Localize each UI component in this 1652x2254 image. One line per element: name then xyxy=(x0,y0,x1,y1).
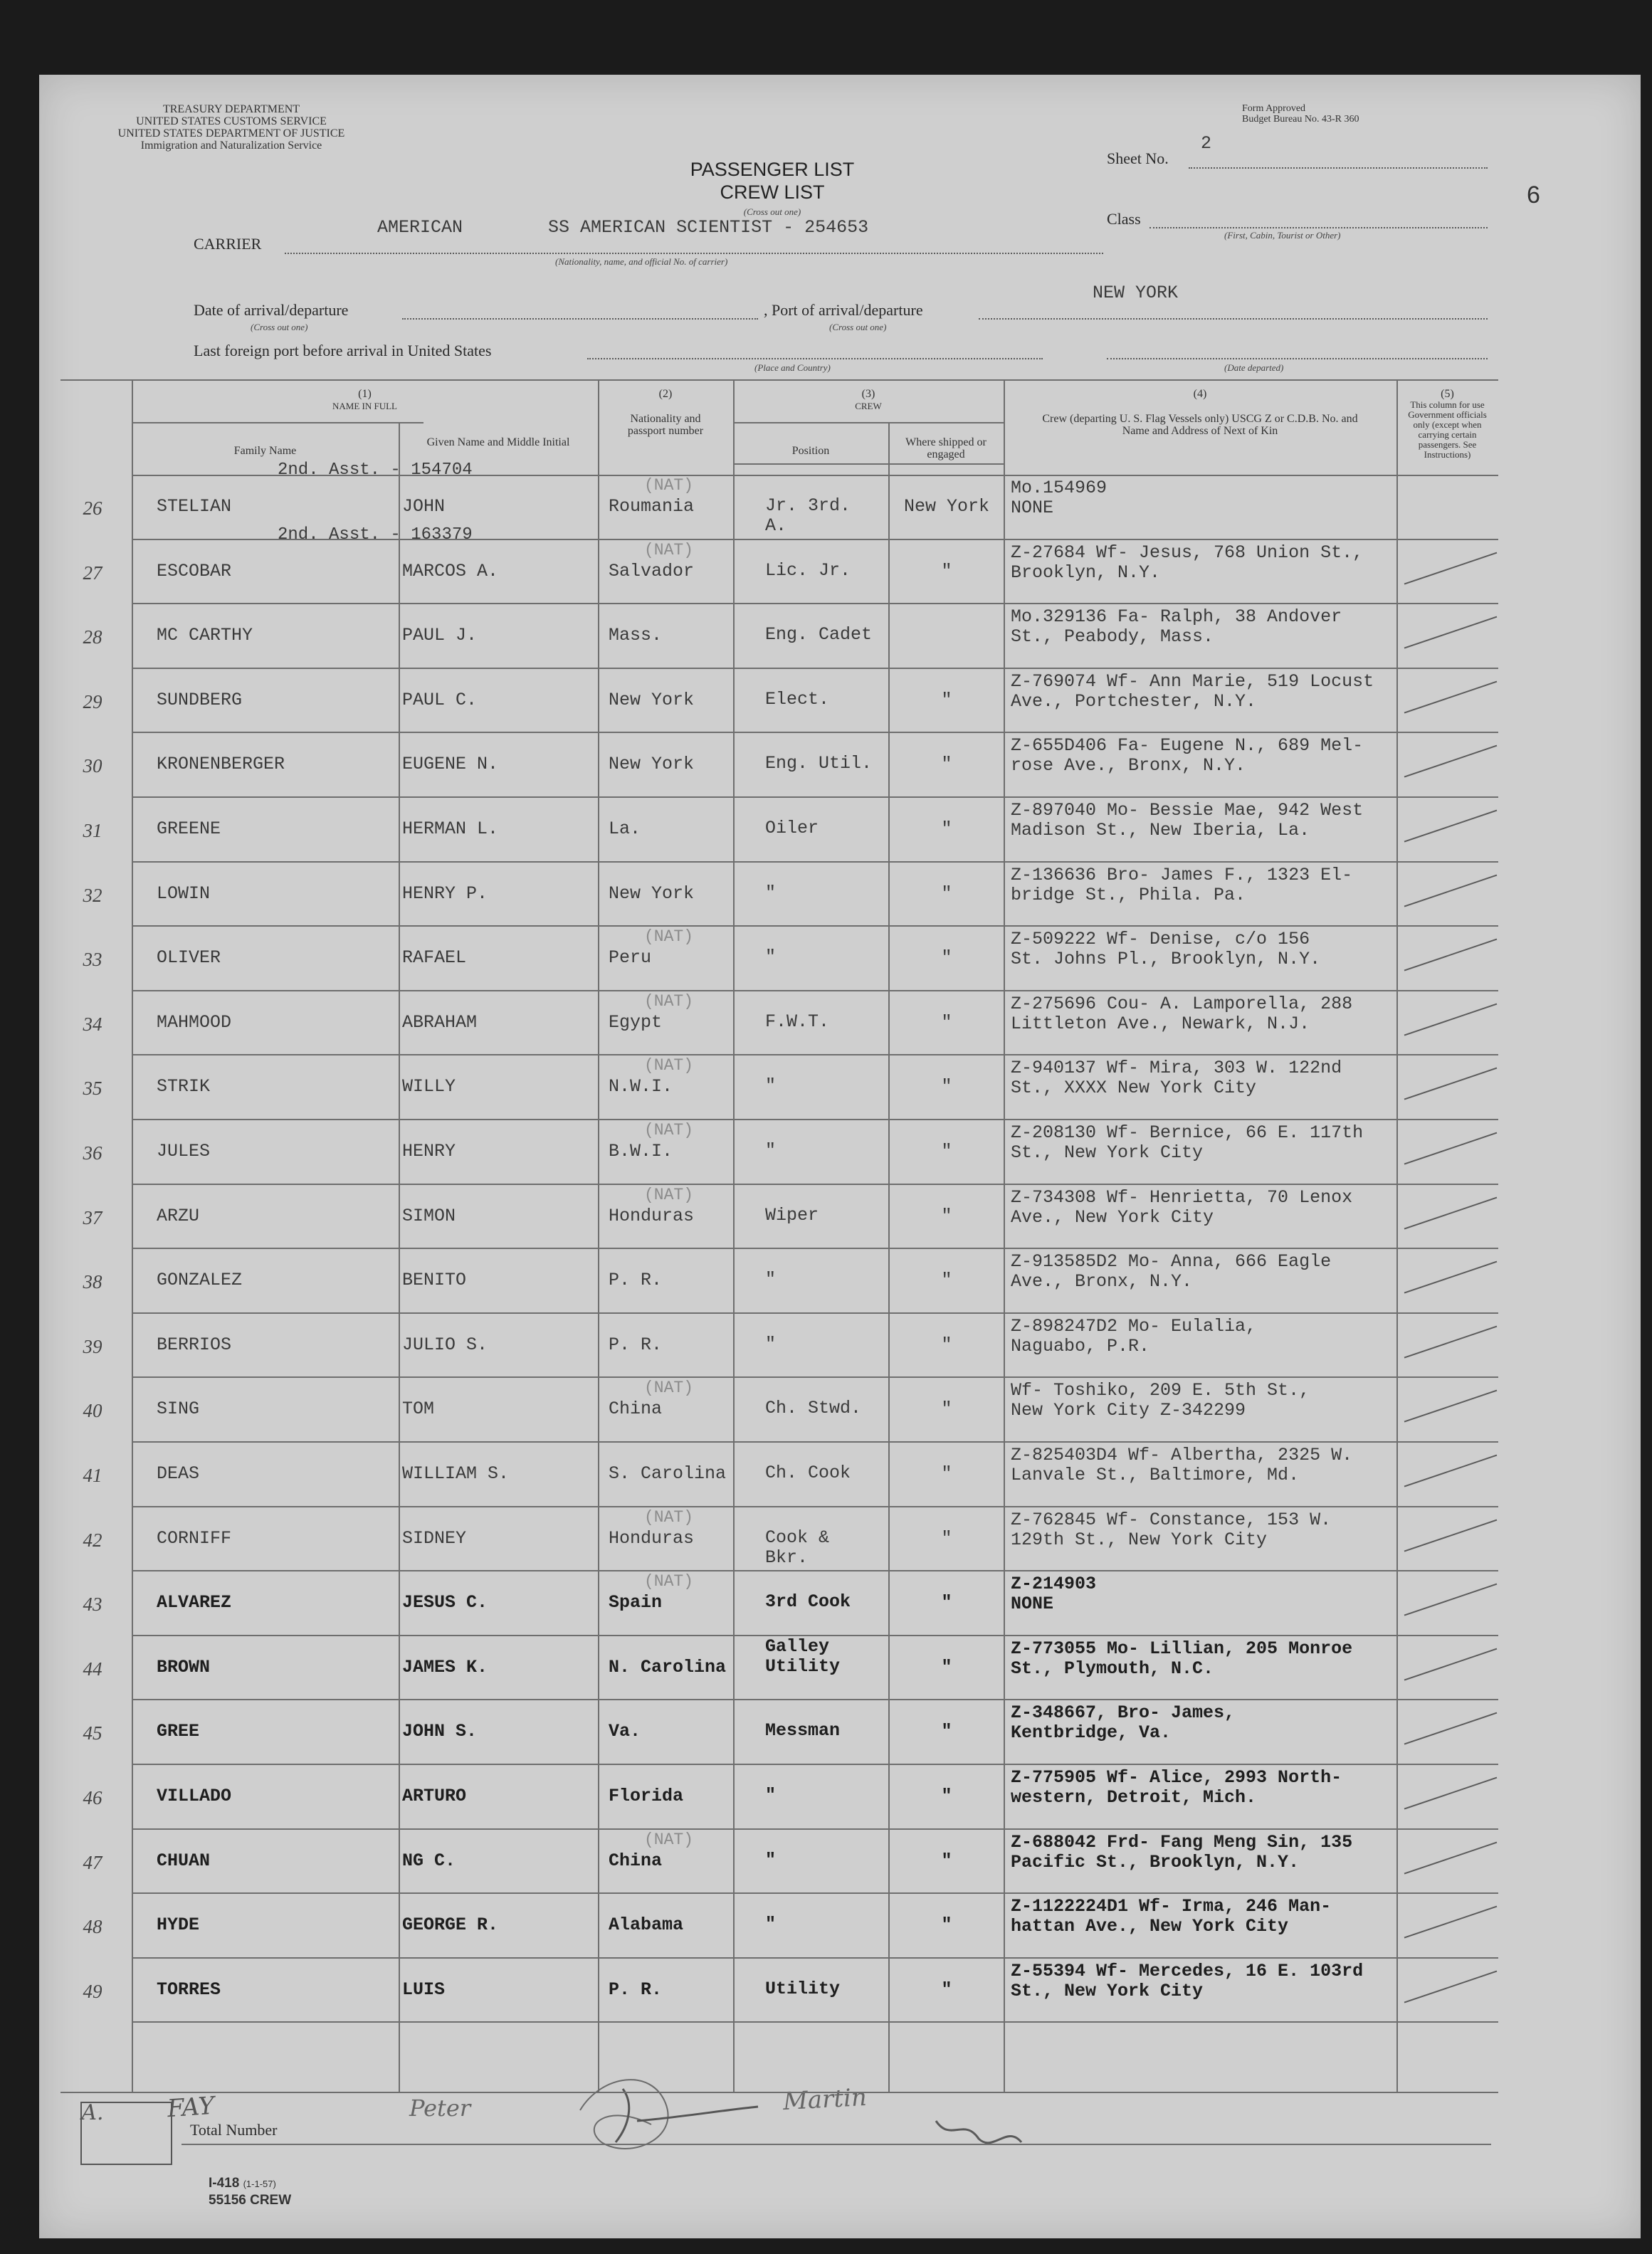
position: " xyxy=(765,1333,777,1354)
where-engaged: " xyxy=(941,1656,952,1678)
given-name: JESUS C. xyxy=(402,1592,488,1613)
crew-list-sheet xyxy=(39,75,1641,2238)
given-name: LUIS xyxy=(402,1979,446,2000)
port-value: NEW YORK xyxy=(1093,283,1179,303)
kin-line-2: NONE xyxy=(1011,497,1054,518)
form-number xyxy=(209,2176,276,2191)
nationality: Florida xyxy=(609,1786,684,1806)
carrier-hint: (Nationality, name, and official No. of carrier) xyxy=(555,256,728,267)
kin-line-2: 129th St., New York City xyxy=(1011,1529,1268,1550)
nationality: Salvador xyxy=(609,560,695,581)
form-date: (1-1-57) xyxy=(243,2179,276,2189)
row-number: 27 xyxy=(83,562,102,584)
where-engaged: " xyxy=(941,1076,952,1097)
family-name: DEAS xyxy=(157,1463,200,1484)
signature-stroke-1 xyxy=(616,2089,758,2142)
naturalized-note: (NAT) xyxy=(644,1830,694,1849)
nationality: Mass. xyxy=(609,625,663,646)
family-name: CHUAN xyxy=(157,1850,211,1871)
row-number: 35 xyxy=(83,1078,102,1100)
kin-line-1: Wf- Toshiko, 209 E. 5th St., xyxy=(1011,1380,1310,1401)
position: 3rd Cook xyxy=(765,1591,851,1613)
agency-line-2: UNITED STATES CUSTOMS SERVICE xyxy=(136,115,327,127)
given-name: GEORGE R. xyxy=(402,1915,499,1936)
kin-line-2: rose Ave., Bronx, N.Y. xyxy=(1011,755,1246,776)
total-number-label: Total Number xyxy=(190,2121,278,2139)
nationality: Honduras xyxy=(609,1527,695,1549)
given-name: NG C. xyxy=(402,1850,456,1871)
agency-line-3: UNITED STATES DEPARTMENT OF JUSTICE xyxy=(117,127,345,139)
nationality: Roumania xyxy=(609,496,695,517)
row-number: 44 xyxy=(83,1658,102,1680)
col5-title: This column for use Government officials only (except when carrying certain passengers. See Instructions) xyxy=(1408,399,1487,460)
kin-line-2: St., New York City xyxy=(1011,1142,1204,1163)
family-name: STELIAN xyxy=(157,496,232,517)
row-number: 46 xyxy=(83,1787,102,1808)
license-note: 2nd. Asst. - 154704 xyxy=(278,460,473,480)
row-number: 45 xyxy=(83,1722,102,1744)
given-name: TOM xyxy=(402,1399,435,1420)
kin-line-2: St. Johns Pl., Brooklyn, N.Y. xyxy=(1011,949,1321,970)
kin-line-1: Z-208130 Wf- Bernice, 66 E. 117th xyxy=(1011,1122,1364,1143)
row-a-family-handwritten: FAY xyxy=(166,2091,216,2124)
family-name: KRONENBERGER xyxy=(157,754,285,775)
family-name: GONZALEZ xyxy=(157,1270,243,1291)
nationality: La. xyxy=(609,818,641,839)
col3-title: CREW xyxy=(855,401,882,411)
crew-list-title: CREW LIST xyxy=(720,181,825,203)
naturalized-note: (NAT) xyxy=(644,1121,694,1139)
kin-line-1: Z-897040 Mo- Bessie Mae, 942 West xyxy=(1011,800,1364,821)
position: Wiper xyxy=(765,1204,819,1226)
naturalized-note: (NAT) xyxy=(644,540,694,559)
where-engaged: " xyxy=(941,1205,952,1226)
where-engaged: " xyxy=(941,1915,952,1936)
nationality: China xyxy=(609,1399,663,1420)
row-number: 34 xyxy=(83,1013,102,1035)
given-name: MARCOS A. xyxy=(402,560,499,581)
kin-line-1: Z-913585D2 Mo- Anna, 666 Eagle xyxy=(1011,1251,1332,1273)
nationality: New York xyxy=(609,883,695,904)
where-engaged: " xyxy=(941,1334,952,1355)
col5-num: (5) xyxy=(1441,388,1454,400)
naturalized-note: (NAT) xyxy=(644,1572,694,1591)
family-name: MC CARTHY xyxy=(157,625,253,646)
row-number: 39 xyxy=(83,1335,102,1357)
nationality: Va. xyxy=(609,1721,641,1742)
col1a-header: Family Name xyxy=(233,445,297,457)
last-port-label: Last foreign port before arrival in United States xyxy=(194,342,492,359)
position: Galley Utility xyxy=(765,1636,841,1677)
naturalized-note: (NAT) xyxy=(644,927,694,947)
agency-line-4: Immigration and Naturalization Service xyxy=(140,139,322,152)
where-engaged: " xyxy=(941,1721,952,1742)
class-hint: (First, Cabin, Tourist or Other) xyxy=(1224,230,1341,241)
position: Eng. Util. xyxy=(765,753,873,774)
where-engaged: " xyxy=(941,1399,952,1420)
kin-line-2: New York City Z-342299 xyxy=(1011,1400,1246,1421)
family-name: ESCOBAR xyxy=(157,560,232,581)
row-number: 43 xyxy=(83,1594,102,1616)
family-name: BROWN xyxy=(157,1656,211,1678)
nationality: Honduras xyxy=(609,1205,695,1226)
crew-table xyxy=(39,75,1641,2238)
given-name: ARTURO xyxy=(402,1786,467,1806)
kin-line-1: Z-1122224D1 Wf- Irma, 246 Man- xyxy=(1011,1896,1332,1917)
position: " xyxy=(765,1914,777,1935)
kin-line-2: NONE xyxy=(1011,1594,1054,1615)
date-departed-hint: (Date departed) xyxy=(1224,362,1284,373)
position: Ch. Stwd. xyxy=(765,1398,862,1419)
position: Oiler xyxy=(765,818,819,838)
position: Cook & Bkr. xyxy=(765,1527,830,1568)
agency-line-1: TREASURY DEPARTMENT xyxy=(162,103,300,115)
nationality: Peru xyxy=(609,947,652,969)
naturalized-note: (NAT) xyxy=(644,1185,694,1204)
position: " xyxy=(765,882,777,903)
where-engaged: " xyxy=(941,1011,952,1033)
kin-line-2: St., Peabody, Mass. xyxy=(1011,626,1214,648)
given-name: SIMON xyxy=(402,1205,456,1226)
kin-line-2: Brooklyn, N.Y. xyxy=(1011,562,1161,583)
kin-line-2: Littleton Ave., Newark, N.J. xyxy=(1011,1013,1310,1034)
position: " xyxy=(765,1849,777,1870)
nationality: P. R. xyxy=(609,1334,663,1355)
kin-line-2: St., New York City xyxy=(1011,1980,1204,2001)
kin-line-1: Z-136636 Bro- James F., 1323 El- xyxy=(1011,864,1353,885)
form-code: 55156 CREW xyxy=(209,2193,292,2208)
kin-line-2: Ave., Bronx, N.Y. xyxy=(1011,1271,1193,1292)
nationality: S. Carolina xyxy=(609,1463,727,1484)
kin-line-2: Lanvale St., Baltimore, Md. xyxy=(1011,1465,1300,1485)
signature-stroke-2 xyxy=(936,2121,1021,2143)
row-number: 32 xyxy=(83,884,102,906)
naturalized-note: (NAT) xyxy=(644,1379,694,1398)
given-name: JULIO S. xyxy=(402,1334,488,1355)
row-number: 33 xyxy=(83,949,102,971)
nationality: B.W.I. xyxy=(609,1141,673,1162)
position: " xyxy=(765,1269,777,1290)
family-name: ARZU xyxy=(157,1205,200,1226)
naturalized-note: (NAT) xyxy=(644,476,694,495)
row-number: 41 xyxy=(83,1465,102,1486)
given-name: RAFAEL xyxy=(402,947,467,969)
nationality: China xyxy=(609,1850,663,1871)
given-name: SIDNEY xyxy=(402,1527,467,1549)
where-engaged: " xyxy=(941,1592,952,1613)
license-note: 2nd. Asst. - 163379 xyxy=(278,525,473,544)
carrier-value: AMERICAN SS AMERICAN SCIENTIST - 254653 xyxy=(377,217,869,238)
given-name: JOHN S. xyxy=(402,1721,478,1742)
form-number-value: I-418 xyxy=(209,2176,240,2191)
col2-title: Nationality and passport number xyxy=(627,413,704,437)
row-number: 48 xyxy=(83,1916,102,1938)
family-name: HYDE xyxy=(157,1915,200,1936)
col3-num: (3) xyxy=(861,388,875,400)
date-hint: (Cross out one) xyxy=(251,322,308,332)
kin-line-2: Madison St., New Iberia, La. xyxy=(1011,820,1310,841)
row-number: 40 xyxy=(83,1400,102,1422)
kin-line-1: Z-734308 Wf- Henrietta, 70 Lenox xyxy=(1011,1186,1353,1208)
kin-line-2: St., XXXX New York City xyxy=(1011,1078,1257,1099)
place-hint: (Place and Country) xyxy=(754,362,831,373)
page-mark: 6 xyxy=(1527,181,1540,209)
kin-line-1: Z-773055 Mo- Lillian, 205 Monroe xyxy=(1011,1638,1353,1659)
kin-line-1: Z-509222 Wf- Denise, c/o 156 xyxy=(1011,929,1310,950)
where-engaged: " xyxy=(941,818,952,839)
col1-num: (1) xyxy=(358,388,372,400)
position: " xyxy=(765,1140,777,1161)
position: Elect. xyxy=(765,688,830,710)
given-name: EUGENE N. xyxy=(402,754,499,775)
family-name: SING xyxy=(157,1399,200,1420)
nationality: N. Carolina xyxy=(609,1656,727,1678)
kin-line-1: Z-655D406 Fa- Eugene N., 689 Mel- xyxy=(1011,735,1364,757)
passenger-list-title: PASSENGER LIST xyxy=(690,159,855,180)
given-name: PAUL C. xyxy=(402,689,478,710)
naturalized-note: (NAT) xyxy=(644,991,694,1011)
row-number: 37 xyxy=(83,1206,102,1228)
position: Messman xyxy=(765,1720,841,1742)
date-label: Date of arrival/departure xyxy=(194,301,349,319)
row-number: 49 xyxy=(83,1980,102,2002)
port-label: , Port of arrival/departure xyxy=(764,301,923,319)
given-name: HENRY P. xyxy=(402,883,488,904)
given-name: ABRAHAM xyxy=(402,1011,478,1033)
row-number: 29 xyxy=(83,690,102,712)
where-engaged: " xyxy=(941,1850,952,1871)
where-engaged: " xyxy=(941,947,952,969)
kin-line-2: Kentbridge, Va. xyxy=(1011,1722,1172,1744)
family-name: SUNDBERG xyxy=(157,689,243,710)
nationality: Egypt xyxy=(609,1011,663,1033)
where-engaged: " xyxy=(941,1463,952,1484)
where-engaged: " xyxy=(941,1786,952,1806)
where-engaged: " xyxy=(941,1979,952,2000)
total-number-box xyxy=(80,2102,172,2165)
position: Ch. Cook xyxy=(765,1463,851,1483)
col4-title: Crew (departing U. S. Flag Vessels only) USCG Z or C.D.B. No. and Name and Address of Next of Kin xyxy=(1042,413,1358,437)
nationality: P. R. xyxy=(609,1270,663,1291)
naturalized-note: (NAT) xyxy=(644,1056,694,1075)
position: Eng. Cadet xyxy=(765,624,873,646)
given-name: JOHN xyxy=(402,496,446,517)
family-name: LOWIN xyxy=(157,883,211,904)
where-engaged: " xyxy=(941,1141,952,1162)
row-number: 36 xyxy=(83,1142,102,1164)
position: F.W.T. xyxy=(765,1011,830,1032)
family-name: TORRES xyxy=(157,1979,221,2000)
row-a-marker: A. xyxy=(81,2100,104,2125)
given-name: HERMAN L. xyxy=(402,818,499,839)
family-name: MAHMOOD xyxy=(157,1011,232,1033)
kin-line-2: Ave., New York City xyxy=(1011,1206,1214,1228)
position: " xyxy=(765,1075,777,1097)
row-number: 38 xyxy=(83,1271,102,1293)
kin-line-2: western, Detroit, Mich. xyxy=(1011,1787,1257,1808)
family-name: JULES xyxy=(157,1141,211,1162)
kin-line-1: Z-275696 Cou- A. Lamporella, 288 xyxy=(1011,993,1353,1014)
family-name: GREE xyxy=(157,1721,200,1742)
kin-line-1: Z-55394 Wf- Mercedes, 16 E. 103rd xyxy=(1011,1960,1364,1981)
family-name: STRIK xyxy=(157,1076,211,1097)
nationality: N.W.I. xyxy=(609,1076,673,1097)
kin-line-1: Z-688042 Frd- Fang Meng Sin, 135 xyxy=(1011,1831,1353,1853)
where-engaged: " xyxy=(941,689,952,710)
position: Utility xyxy=(765,1978,841,1999)
signature-text: Martin xyxy=(782,2082,868,2117)
col1b-header: Given Name and Middle Initial xyxy=(426,436,570,448)
col3b-header: Where shipped or engaged xyxy=(905,436,987,460)
family-name: ALVAREZ xyxy=(157,1592,232,1613)
cross-out-hint: (Cross out one) xyxy=(743,206,801,217)
family-name: BERRIOS xyxy=(157,1334,232,1355)
kin-line-1: Z-769074 Wf- Ann Marie, 519 Locust xyxy=(1011,670,1374,692)
form-approved-line-1: Form Approved xyxy=(1242,103,1306,114)
where-engaged: " xyxy=(941,1270,952,1291)
position: Jr. 3rd. A. xyxy=(765,495,851,536)
kin-line-1: Z-775905 Wf- Alice, 2993 North- xyxy=(1011,1767,1342,1788)
carrier-label: CARRIER xyxy=(194,235,262,253)
handwriting-strokes xyxy=(39,75,1641,2238)
kin-line-1: Mo.329136 Fa- Ralph, 38 Andover xyxy=(1011,606,1342,628)
col2-num: (2) xyxy=(658,388,673,400)
kin-line-1: Z-27684 Wf- Jesus, 768 Union St., xyxy=(1011,542,1364,563)
where-engaged: New York xyxy=(903,496,990,517)
row-number: 30 xyxy=(83,755,102,777)
row-number: 28 xyxy=(83,626,102,648)
col1-title: NAME IN FULL xyxy=(332,401,397,411)
kin-line-1: Z-348667, Bro- James, xyxy=(1011,1702,1236,1724)
family-name: OLIVER xyxy=(157,947,221,969)
kin-line-1: Z-898247D2 Mo- Eulalia, xyxy=(1011,1315,1257,1337)
kin-line-2: bridge St., Phila. Pa. xyxy=(1011,884,1246,905)
kin-line-2: Naguabo, P.R. xyxy=(1011,1335,1150,1357)
col4-num: (4) xyxy=(1193,388,1207,400)
where-engaged: " xyxy=(941,883,952,904)
kin-line-1: Z-762845 Wf- Constance, 153 W. xyxy=(1011,1509,1332,1530)
given-name: HENRY xyxy=(402,1141,456,1162)
row-number: 31 xyxy=(83,820,102,841)
sheet-label: Sheet No. xyxy=(1107,149,1169,167)
kin-line-1: Mo.154969 xyxy=(1011,478,1108,498)
form-approved-line-2: Budget Bureau No. 43-R 360 xyxy=(1242,114,1359,125)
position: Lic. Jr. xyxy=(765,559,851,581)
nationality: Spain xyxy=(609,1592,663,1613)
where-engaged: " xyxy=(941,1527,952,1549)
sheet-number: 2 xyxy=(1201,133,1212,154)
kin-line-1: Z-214903 xyxy=(1011,1574,1097,1595)
nationality: New York xyxy=(609,689,695,710)
kin-line-2: hattan Ave., New York City xyxy=(1011,1916,1289,1937)
nationality: New York xyxy=(609,754,695,775)
nationality: P. R. xyxy=(609,1979,663,2000)
row-a-given-handwritten: Peter xyxy=(409,2095,471,2122)
family-name: CORNIFF xyxy=(157,1527,232,1549)
port-hint: (Cross out one) xyxy=(829,322,887,332)
kin-line-1: Z-940137 Wf- Mira, 303 W. 122nd xyxy=(1011,1058,1342,1079)
class-label: Class xyxy=(1107,210,1141,228)
kin-line-2: Pacific St., Brooklyn, N.Y. xyxy=(1011,1851,1300,1873)
kin-line-1: Z-825403D4 Wf- Albertha, 2325 W. xyxy=(1011,1445,1353,1465)
kin-line-2: Ave., Portchester, N.Y. xyxy=(1011,690,1257,712)
where-engaged: " xyxy=(941,560,952,581)
family-name: GREENE xyxy=(157,818,221,839)
kin-line-2: St., Plymouth, N.C. xyxy=(1011,1658,1214,1679)
naturalized-note: (NAT) xyxy=(644,1507,694,1527)
given-name: WILLY xyxy=(402,1076,456,1097)
given-name: WILLIAM S. xyxy=(402,1463,510,1484)
row-number: 26 xyxy=(83,497,102,519)
given-name: PAUL J. xyxy=(402,625,478,646)
position: " xyxy=(765,1785,777,1806)
given-name: BENITO xyxy=(402,1270,467,1291)
where-engaged: " xyxy=(941,754,952,775)
row-number: 42 xyxy=(83,1529,102,1551)
col3a-header: Position xyxy=(791,445,830,457)
family-name: VILLADO xyxy=(157,1786,232,1806)
position: " xyxy=(765,947,777,968)
nationality: Alabama xyxy=(609,1915,684,1936)
given-name: JAMES K. xyxy=(402,1656,488,1678)
row-number: 47 xyxy=(83,1851,102,1873)
